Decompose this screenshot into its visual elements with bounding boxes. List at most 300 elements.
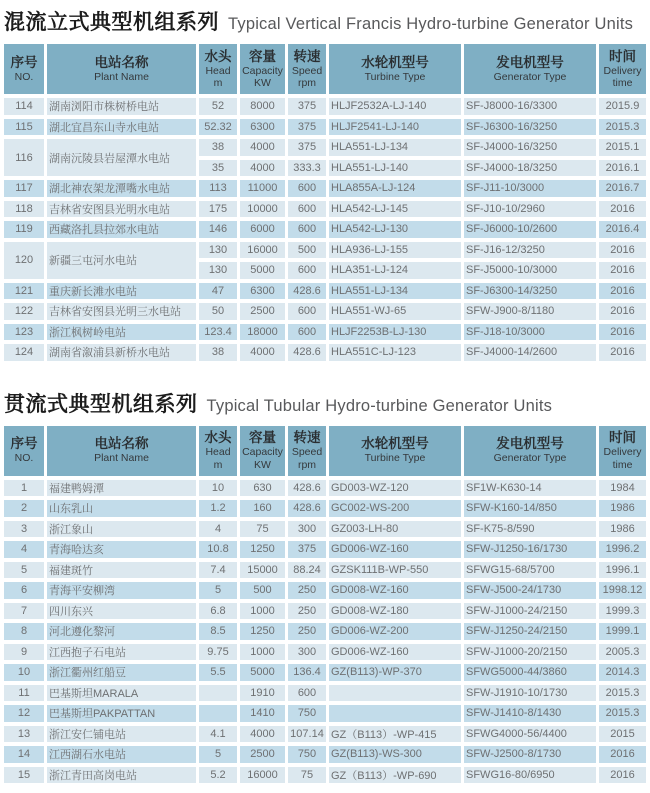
cell-speed: 375: [288, 119, 326, 136]
cell-generator: SF-J4000-16/3250: [464, 139, 596, 156]
cell-turbine: [329, 705, 461, 722]
cell-time: 2016: [599, 262, 646, 279]
cell-speed: 250: [288, 623, 326, 640]
cell-speed: 375: [288, 139, 326, 156]
cell-turbine: HLA351-LJ-124: [329, 262, 461, 279]
cell-capacity: 11000: [240, 180, 285, 197]
cell-head: [199, 685, 237, 702]
table-row: [4, 324, 646, 341]
cell-generator: SFW-J1000-24/2150: [464, 603, 596, 620]
cell-no: 116: [4, 139, 44, 176]
table-row: [4, 98, 646, 115]
column-header-speed: [288, 426, 326, 476]
table-row: [4, 664, 646, 681]
column-header-turbine: [329, 426, 461, 476]
cell-time: 2016: [599, 201, 646, 218]
cell-no: 121: [4, 283, 44, 300]
cell-head: 1.2: [199, 500, 237, 517]
cell-head: 50: [199, 303, 237, 320]
cell-head: 113: [199, 180, 237, 197]
cell-generator: SF-J6300-14/3250: [464, 283, 596, 300]
cell-turbine: GZ003-LH-80: [329, 521, 461, 538]
column-header-zh: 水轮机型号: [361, 436, 429, 452]
cell-time: 2016.7: [599, 180, 646, 197]
cell-time: 2016: [599, 242, 646, 259]
cell-head: 146: [199, 221, 237, 238]
cell-generator: SF-J18-10/3000: [464, 324, 596, 341]
cell-no: 123: [4, 324, 44, 341]
cell-capacity: 1000: [240, 603, 285, 620]
cell-no: 124: [4, 344, 44, 361]
column-header-zh: 序号: [10, 436, 38, 452]
column-header-capacity: [240, 44, 285, 94]
cell-no: 4: [4, 541, 44, 558]
cell-no: 5: [4, 562, 44, 579]
column-header-no: [4, 44, 44, 94]
column-header-zh: 转速: [293, 430, 321, 446]
cell-capacity: 4000: [240, 139, 285, 156]
table-row: [4, 767, 646, 784]
cell-no: 120: [4, 242, 44, 279]
cell-head: 8.5: [199, 623, 237, 640]
column-header-en: Plant Name: [94, 452, 149, 465]
cell-no: 115: [4, 119, 44, 136]
cell-time: 2015.9: [599, 98, 646, 115]
cell-generator: SFW-J900-8/1180: [464, 303, 596, 320]
cell-name: 浙江枫树岭电站: [47, 324, 196, 341]
cell-time: 2015.3: [599, 705, 646, 722]
cell-time: 2015: [599, 726, 646, 743]
cell-turbine: GC002-WS-200: [329, 500, 461, 517]
table-row: [4, 180, 646, 197]
cell-no: 7: [4, 603, 44, 620]
column-header-zh: 电站名称: [94, 436, 149, 452]
cell-speed: 600: [288, 221, 326, 238]
cell-no: 10: [4, 664, 44, 681]
table-row: [4, 623, 646, 640]
column-header-en: time: [612, 77, 633, 90]
cell-turbine: HLA551-LJ-134: [329, 139, 461, 156]
cell-head: 38: [199, 344, 237, 361]
cell-speed: 333.3: [288, 160, 326, 177]
cell-time: 2015.1: [599, 139, 646, 156]
cell-name: 浙江安仁铺电站: [47, 726, 196, 743]
cell-turbine: GZ(B113)-WP-370: [329, 664, 461, 681]
cell-head: 123.4: [199, 324, 237, 341]
cell-speed: 250: [288, 582, 326, 599]
cell-speed: 750: [288, 705, 326, 722]
header-row: [4, 426, 646, 476]
cell-name: 湖南沅陵县岩屋潭水电站: [47, 139, 196, 176]
cell-name: 重庆新长滩水电站: [47, 283, 196, 300]
column-header-en: NO.: [14, 452, 34, 465]
cell-no: 8: [4, 623, 44, 640]
cell-time: 1999.1: [599, 623, 646, 640]
cell-generator: SF-J6000-10/2600: [464, 221, 596, 238]
cell-capacity: 4000: [240, 726, 285, 743]
francis-title-zh: 混流立式典型机组系列: [4, 11, 219, 34]
francis-section-title: [4, 6, 648, 36]
column-header-generator: [464, 44, 596, 94]
cell-generator: SFW-J1910-10/1730: [464, 685, 596, 702]
cell-time: 1986: [599, 521, 646, 538]
cell-time: 2016: [599, 283, 646, 300]
cell-no: 12: [4, 705, 44, 722]
column-header-en: Head: [205, 64, 231, 77]
cell-capacity: 18000: [240, 324, 285, 341]
cell-generator: SFW-K160-14/850: [464, 500, 596, 517]
cell-name: 浙江象山: [47, 521, 196, 538]
cell-speed: 600: [288, 262, 326, 279]
cell-capacity: 16000: [240, 242, 285, 259]
table-row: [4, 603, 646, 620]
cell-time: 2016.4: [599, 221, 646, 238]
cell-turbine: GD006-WZ-200: [329, 623, 461, 640]
table-row: [4, 242, 646, 259]
cell-turbine: GZ（B113）-WP-690: [329, 767, 461, 784]
cell-generator: SFWG5000-44/3860: [464, 664, 596, 681]
cell-head: 6.8: [199, 603, 237, 620]
cell-name: 浙江衢州红船豆: [47, 664, 196, 681]
cell-turbine: HLA855A-LJ-124: [329, 180, 461, 197]
tubular-title-zh: 贯流式典型机组系列: [4, 392, 198, 416]
cell-name: 江西抱子石电站: [47, 644, 196, 661]
column-header-zh: 水轮机型号: [361, 54, 429, 70]
cell-capacity: 6300: [240, 283, 285, 300]
cell-speed: 600: [288, 303, 326, 320]
column-header-en: rpm: [297, 458, 317, 471]
cell-capacity: 6300: [240, 119, 285, 136]
cell-head: 35: [199, 160, 237, 177]
cell-time: 2016: [599, 746, 646, 763]
cell-name: 西藏洛扎县拉郊水电站: [47, 221, 196, 238]
column-header-en: Head: [205, 446, 231, 459]
column-header-zh: 水头: [204, 48, 232, 64]
cell-capacity: 10000: [240, 201, 285, 218]
column-header-time: [599, 426, 646, 476]
cell-capacity: 16000: [240, 767, 285, 784]
cell-name: 湖北宜昌东山寺水电站: [47, 119, 196, 136]
cell-turbine: GD008-WZ-180: [329, 603, 461, 620]
cell-generator: SFW-J1000-20/2150: [464, 644, 596, 661]
cell-no: 1: [4, 480, 44, 497]
cell-speed: 600: [288, 180, 326, 197]
column-header-en: time: [612, 458, 633, 471]
cell-head: 5: [199, 582, 237, 599]
column-header-capacity: [240, 426, 285, 476]
cell-time: 2016: [599, 324, 646, 341]
cell-capacity: 1410: [240, 705, 285, 722]
cell-speed: 107.14: [288, 726, 326, 743]
table-row: [4, 685, 646, 702]
cell-generator: SFWG4000-56/4400: [464, 726, 596, 743]
tubular-title-en: Typical Tubular Hydro-turbine Generator Units: [206, 396, 553, 415]
cell-capacity: 8000: [240, 98, 285, 115]
column-header-en: Delivery: [603, 64, 642, 77]
cell-speed: 300: [288, 521, 326, 538]
cell-name: 吉林省安图县光明三水电站: [47, 303, 196, 320]
cell-generator: SF-K75-8/590: [464, 521, 596, 538]
cell-no: 11: [4, 685, 44, 702]
cell-head: 130: [199, 242, 237, 259]
cell-generator: SFWG15-68/5700: [464, 562, 596, 579]
column-header-en: Turbine Type: [364, 452, 426, 465]
cell-generator: SF-J11-10/3000: [464, 180, 596, 197]
cell-time: 2016: [599, 767, 646, 784]
cell-turbine: HLA551-LJ-140: [329, 160, 461, 177]
cell-speed: 600: [288, 685, 326, 702]
column-header-en: Speed: [291, 64, 323, 77]
cell-turbine: GZ（B113）-WP-415: [329, 726, 461, 743]
column-header-zh: 发电机型号: [496, 436, 564, 452]
column-header-en: Capacity: [242, 446, 283, 459]
cell-no: 6: [4, 582, 44, 599]
table-row: [4, 119, 646, 136]
cell-head: 5: [199, 746, 237, 763]
cell-name: 新疆三屯河水电站: [47, 242, 196, 279]
cell-name: 青海哈达亥: [47, 541, 196, 558]
cell-name: 福建斑竹: [47, 562, 196, 579]
cell-capacity: 1910: [240, 685, 285, 702]
cell-no: 13: [4, 726, 44, 743]
cell-speed: 500: [288, 242, 326, 259]
table-row: [4, 303, 646, 320]
cell-speed: 375: [288, 541, 326, 558]
cell-no: 119: [4, 221, 44, 238]
cell-generator: SF-J4000-14/2600: [464, 344, 596, 361]
cell-capacity: 75: [240, 521, 285, 538]
column-header-en: Generator Type: [493, 452, 567, 465]
cell-generator: SF-J6300-16/3250: [464, 119, 596, 136]
cell-head: 4: [199, 521, 237, 538]
column-header-time: [599, 44, 646, 94]
cell-name: 江西湖石水电站: [47, 746, 196, 763]
column-header-en: Speed: [291, 446, 323, 459]
cell-no: 14: [4, 746, 44, 763]
column-header-zh: 容量: [249, 430, 276, 446]
cell-time: 1996.2: [599, 541, 646, 558]
table-row: [4, 139, 646, 156]
cell-generator: SFW-J1250-16/1730: [464, 541, 596, 558]
table-row: [4, 582, 646, 599]
cell-capacity: 4000: [240, 344, 285, 361]
column-header-head: [199, 44, 237, 94]
column-header-en: KW: [254, 77, 271, 90]
cell-speed: 250: [288, 603, 326, 620]
cell-head: 5.2: [199, 767, 237, 784]
column-header-zh: 发电机型号: [496, 54, 564, 70]
cell-generator: SF-J10-10/2960: [464, 201, 596, 218]
cell-no: 114: [4, 98, 44, 115]
cell-turbine: GD006-WZ-160: [329, 541, 461, 558]
column-header-en: rpm: [297, 77, 317, 90]
cell-time: 2015.3: [599, 685, 646, 702]
table-row: [4, 283, 646, 300]
column-header-zh: 时间: [609, 430, 636, 446]
column-header-no: [4, 426, 44, 476]
cell-head: 10: [199, 480, 237, 497]
cell-turbine: HLA551-WJ-65: [329, 303, 461, 320]
cell-speed: 375: [288, 98, 326, 115]
cell-time: 1996.1: [599, 562, 646, 579]
table-row: [4, 201, 646, 218]
cell-capacity: 5000: [240, 664, 285, 681]
cell-no: 117: [4, 180, 44, 197]
francis-units-table: [1, 40, 649, 365]
cell-capacity: 1000: [240, 644, 285, 661]
cell-head: 4.1: [199, 726, 237, 743]
catalog-page: [0, 6, 650, 787]
cell-name: 吉林省安图县光明水电站: [47, 201, 196, 218]
cell-capacity: 500: [240, 582, 285, 599]
column-header-generator: [464, 426, 596, 476]
cell-turbine: HLJF2541-LJ-140: [329, 119, 461, 136]
cell-turbine: GD006-WZ-160: [329, 644, 461, 661]
table-row: [4, 746, 646, 763]
cell-time: 2016.1: [599, 160, 646, 177]
cell-generator: SF-J8000-16/3300: [464, 98, 596, 115]
cell-head: 175: [199, 201, 237, 218]
cell-capacity: 2500: [240, 303, 285, 320]
cell-speed: 428.6: [288, 283, 326, 300]
cell-generator: SFW-J2500-8/1730: [464, 746, 596, 763]
cell-generator: SFW-J1250-24/2150: [464, 623, 596, 640]
cell-name: 湖南浏阳市株树桥电站: [47, 98, 196, 115]
cell-turbine: [329, 685, 461, 702]
cell-name: 河北遵化黎河: [47, 623, 196, 640]
cell-time: 2005.3: [599, 644, 646, 661]
cell-head: 38: [199, 139, 237, 156]
cell-no: 3: [4, 521, 44, 538]
cell-no: 2: [4, 500, 44, 517]
cell-head: 9.75: [199, 644, 237, 661]
cell-head: 47: [199, 283, 237, 300]
cell-generator: SF1W-K630-14: [464, 480, 596, 497]
column-header-en: m: [213, 458, 223, 471]
column-header-zh: 水头: [204, 430, 232, 446]
header-row: [4, 44, 646, 94]
cell-capacity: 6000: [240, 221, 285, 238]
cell-capacity: 15000: [240, 562, 285, 579]
column-header-zh: 序号: [10, 54, 38, 70]
cell-head: 52.32: [199, 119, 237, 136]
table-row: [4, 726, 646, 743]
cell-name: 巴基斯坦PAKPATTAN: [47, 705, 196, 722]
cell-turbine: GD003-WZ-120: [329, 480, 461, 497]
cell-turbine: GD008-WZ-160: [329, 582, 461, 599]
cell-time: 2015.3: [599, 119, 646, 136]
cell-speed: 428.6: [288, 344, 326, 361]
cell-capacity: 2500: [240, 746, 285, 763]
column-header-en: Plant Name: [94, 70, 149, 83]
cell-head: 130: [199, 262, 237, 279]
cell-name: 四川东兴: [47, 603, 196, 620]
table-row: [4, 344, 646, 361]
table-row: [4, 562, 646, 579]
cell-time: 1986: [599, 500, 646, 517]
cell-no: 122: [4, 303, 44, 320]
cell-generator: SF-J5000-10/3000: [464, 262, 596, 279]
column-header-en: Turbine Type: [364, 70, 426, 83]
cell-turbine: HLA936-LJ-155: [329, 242, 461, 259]
cell-head: 7.4: [199, 562, 237, 579]
column-header-zh: 转速: [293, 48, 321, 64]
cell-capacity: 1250: [240, 623, 285, 640]
cell-capacity: 1250: [240, 541, 285, 558]
cell-capacity: 160: [240, 500, 285, 517]
cell-capacity: 4000: [240, 160, 285, 177]
francis-title-en: Typical Vertical Francis Hydro-turbine Generator Units: [228, 15, 634, 33]
cell-speed: 600: [288, 324, 326, 341]
cell-turbine: HLA551C-LJ-123: [329, 344, 461, 361]
column-header-zh: 容量: [249, 48, 276, 64]
cell-no: 118: [4, 201, 44, 218]
cell-time: 1998.12: [599, 582, 646, 599]
cell-generator: SFW-J500-24/1730: [464, 582, 596, 599]
table-row: [4, 541, 646, 558]
column-header-en: Capacity: [242, 64, 283, 77]
column-header-turbine: [329, 44, 461, 94]
cell-turbine: HLA551-LJ-134: [329, 283, 461, 300]
cell-capacity: 5000: [240, 262, 285, 279]
cell-capacity: 630: [240, 480, 285, 497]
cell-turbine: GZ(B113)-WS-300: [329, 746, 461, 763]
table-row: [4, 705, 646, 722]
cell-head: [199, 705, 237, 722]
cell-speed: 600: [288, 201, 326, 218]
column-header-en: m: [213, 77, 223, 90]
column-header-zh: 时间: [609, 48, 636, 64]
table-row: [4, 221, 646, 238]
cell-speed: 136.4: [288, 664, 326, 681]
cell-no: 15: [4, 767, 44, 784]
cell-generator: SF-J4000-18/3250: [464, 160, 596, 177]
cell-time: 2016: [599, 344, 646, 361]
cell-generator: SF-J16-12/3250: [464, 242, 596, 259]
cell-head: 52: [199, 98, 237, 115]
cell-name: 巴基斯坦MARALA: [47, 685, 196, 702]
cell-speed: 75: [288, 767, 326, 784]
cell-turbine: HLA542-LJ-130: [329, 221, 461, 238]
table-row: [4, 500, 646, 517]
cell-time: 2014.3: [599, 664, 646, 681]
column-header-speed: [288, 44, 326, 94]
cell-speed: 300: [288, 644, 326, 661]
table-row: [4, 480, 646, 497]
cell-name: 山东乳山: [47, 500, 196, 517]
cell-speed: 428.6: [288, 480, 326, 497]
cell-head: 10.8: [199, 541, 237, 558]
table-row: [4, 644, 646, 661]
column-header-en: KW: [254, 458, 271, 471]
column-header-name: [47, 44, 196, 94]
cell-speed: 428.6: [288, 500, 326, 517]
column-header-head: [199, 426, 237, 476]
cell-time: 2016: [599, 303, 646, 320]
cell-time: 1984: [599, 480, 646, 497]
table-row: [4, 521, 646, 538]
column-header-en: Delivery: [603, 446, 642, 459]
cell-turbine: HLJF2532A-LJ-140: [329, 98, 461, 115]
cell-no: 9: [4, 644, 44, 661]
cell-turbine: HLJF2253B-LJ-130: [329, 324, 461, 341]
cell-speed: 88.24: [288, 562, 326, 579]
cell-name: 福建鸭姆潭: [47, 480, 196, 497]
cell-name: 湖北神农架龙潭嘴水电站: [47, 180, 196, 197]
tubular-section-title: [4, 388, 648, 418]
column-header-en: NO.: [14, 70, 34, 83]
cell-name: 湖南省溆浦县新桥水电站: [47, 344, 196, 361]
